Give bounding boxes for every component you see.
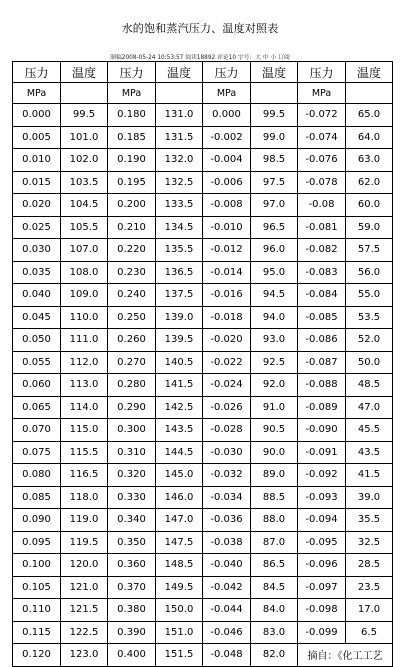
table-cell: 123.0 <box>61 644 108 667</box>
table-cell: 97.0 <box>251 194 298 217</box>
unit-cell: MPa <box>203 83 251 104</box>
table-cell: 104.5 <box>61 194 108 217</box>
table-cell: 86.5 <box>251 554 298 577</box>
table-cell: 0.100 <box>13 554 61 577</box>
table-cell: -0.087 <box>298 351 346 374</box>
table-cell: 0.360 <box>108 554 156 577</box>
table-row <box>13 644 393 667</box>
table-cell: 107.0 <box>61 239 108 262</box>
table-cell: 83.0 <box>251 621 298 644</box>
table-cell: 134.5 <box>156 216 203 239</box>
table-cell: 0.190 <box>108 149 156 172</box>
table-cell: 0.095 <box>13 531 61 554</box>
table-cell: -0.091 <box>298 441 346 464</box>
table-cell: 47.0 <box>346 396 393 419</box>
table-cell: -0.038 <box>203 531 251 554</box>
table-cell: 0.200 <box>108 194 156 217</box>
table-cell: -0.046 <box>203 621 251 644</box>
table-cell: 0.210 <box>108 216 156 239</box>
column-header: 温度 <box>156 62 203 83</box>
table-cell: 108.0 <box>61 261 108 284</box>
table-row <box>13 194 393 217</box>
table-cell: 0.040 <box>13 284 61 307</box>
table-cell: 0.240 <box>108 284 156 307</box>
table-row <box>13 351 393 374</box>
table-cell: 0.075 <box>13 441 61 464</box>
table-row <box>13 509 393 532</box>
table-cell: 94.5 <box>251 284 298 307</box>
unit-cell: MPa <box>108 83 156 104</box>
table-cell: 0.070 <box>13 419 61 442</box>
table-cell: 23.5 <box>346 576 393 599</box>
table-cell: 146.0 <box>156 486 203 509</box>
table-cell: -0.034 <box>203 486 251 509</box>
table-cell: 90.5 <box>251 419 298 442</box>
table-cell: 148.5 <box>156 554 203 577</box>
table-cell: 88.5 <box>251 486 298 509</box>
table-cell: 0.110 <box>13 599 61 622</box>
table-cell: 0.060 <box>13 374 61 397</box>
table-cell: -0.081 <box>298 216 346 239</box>
table-cell: 6.5 <box>346 621 393 644</box>
table-cell: 92.5 <box>251 351 298 374</box>
table-cell: 102.0 <box>61 149 108 172</box>
table-cell: -0.002 <box>203 126 251 149</box>
table-cell: 0.380 <box>108 599 156 622</box>
table-cell: 0.120 <box>13 644 61 667</box>
header-row <box>13 62 393 83</box>
table-cell: -0.078 <box>298 171 346 194</box>
table-cell: -0.048 <box>203 644 251 667</box>
table-cell: 131.5 <box>156 126 203 149</box>
table-cell: 0.030 <box>13 239 61 262</box>
table-cell: -0.028 <box>203 419 251 442</box>
table-cell: -0.092 <box>298 464 346 487</box>
table-cell: 121.5 <box>61 599 108 622</box>
table-row <box>13 216 393 239</box>
table-cell: 57.5 <box>346 239 393 262</box>
table-cell: 105.5 <box>61 216 108 239</box>
table-cell: 0.000 <box>13 104 61 127</box>
column-header: 温度 <box>251 62 298 83</box>
table-cell: 0.260 <box>108 329 156 352</box>
table-row <box>13 464 393 487</box>
table-cell: 60.0 <box>346 194 393 217</box>
table-cell: 56.0 <box>346 261 393 284</box>
source-note: 摘自：《化工工艺 <box>298 644 393 667</box>
table-cell: 0.270 <box>108 351 156 374</box>
table-cell: -0.072 <box>298 104 346 127</box>
table-cell: 110.0 <box>61 306 108 329</box>
table-cell: 131.0 <box>156 104 203 127</box>
table-row <box>13 284 393 307</box>
table-cell: -0.042 <box>203 576 251 599</box>
table-cell: 99.5 <box>61 104 108 127</box>
table-row <box>13 531 393 554</box>
table-cell: 0.340 <box>108 509 156 532</box>
table-cell: 0.400 <box>108 644 156 667</box>
table-cell: 0.050 <box>13 329 61 352</box>
table-cell: 0.185 <box>108 126 156 149</box>
table-cell: -0.084 <box>298 284 346 307</box>
table-cell: 133.5 <box>156 194 203 217</box>
table-cell: 55.0 <box>346 284 393 307</box>
table-cell: -0.08 <box>298 194 346 217</box>
table-cell: 136.5 <box>156 261 203 284</box>
table-cell: -0.024 <box>203 374 251 397</box>
table-cell: 43.5 <box>346 441 393 464</box>
unit-cell <box>156 83 203 104</box>
table-cell: 0.300 <box>108 419 156 442</box>
table-cell: 151.0 <box>156 621 203 644</box>
table-cell: 120.0 <box>61 554 108 577</box>
table-cell: 0.290 <box>108 396 156 419</box>
table-cell: -0.010 <box>203 216 251 239</box>
table-cell: 32.5 <box>346 531 393 554</box>
table-cell: 113.0 <box>61 374 108 397</box>
unit-cell: MPa <box>13 83 61 104</box>
table-cell: 0.310 <box>108 441 156 464</box>
table-cell: 143.5 <box>156 419 203 442</box>
table-cell: 52.0 <box>346 329 393 352</box>
table-cell: 147.5 <box>156 531 203 554</box>
table-row <box>13 441 393 464</box>
table-cell: 0.035 <box>13 261 61 284</box>
unit-cell: MPa <box>298 83 346 104</box>
table-cell: 135.5 <box>156 239 203 262</box>
table-cell: -0.074 <box>298 126 346 149</box>
table-cell: 139.5 <box>156 329 203 352</box>
table-cell: 149.5 <box>156 576 203 599</box>
table-row <box>13 126 393 149</box>
table-cell: -0.040 <box>203 554 251 577</box>
table-cell: -0.030 <box>203 441 251 464</box>
table-cell: 145.0 <box>156 464 203 487</box>
table-cell: -0.004 <box>203 149 251 172</box>
table-cell: 63.0 <box>346 149 393 172</box>
table-cell: -0.014 <box>203 261 251 284</box>
post-meta-line: 制稿2008-05-24 10:53:57 阅读18892 评论10 字号：大 中 小 订阅 <box>110 55 290 61</box>
table-cell: 0.220 <box>108 239 156 262</box>
table-cell: 103.5 <box>61 171 108 194</box>
table-cell: 84.0 <box>251 599 298 622</box>
table-cell: 0.065 <box>13 396 61 419</box>
table-cell: 132.5 <box>156 171 203 194</box>
table-cell: 119.5 <box>61 531 108 554</box>
table-cell: 0.090 <box>13 509 61 532</box>
table-row <box>13 554 393 577</box>
table-row <box>13 374 393 397</box>
table-cell: 17.0 <box>346 599 393 622</box>
table-cell: 0.250 <box>108 306 156 329</box>
table-cell: -0.076 <box>298 149 346 172</box>
table-cell: -0.083 <box>298 261 346 284</box>
table-cell: -0.096 <box>298 554 346 577</box>
table-cell: 90.0 <box>251 441 298 464</box>
table-cell: 48.5 <box>346 374 393 397</box>
table-cell: 98.5 <box>251 149 298 172</box>
table-cell: -0.095 <box>298 531 346 554</box>
column-header: 压力 <box>298 62 346 83</box>
table-cell: 82.0 <box>251 644 298 667</box>
table-cell: 28.5 <box>346 554 393 577</box>
table-cell: 0.010 <box>13 149 61 172</box>
table-cell: 62.0 <box>346 171 393 194</box>
page-title: 水的饱和蒸汽压力、温度对照表 <box>121 22 279 35</box>
table-cell: -0.032 <box>203 464 251 487</box>
table-cell: 88.0 <box>251 509 298 532</box>
table-cell: -0.008 <box>203 194 251 217</box>
table-cell: -0.094 <box>298 509 346 532</box>
table-cell: 35.5 <box>346 509 393 532</box>
table-row <box>13 486 393 509</box>
table-row <box>13 396 393 419</box>
table-cell: -0.097 <box>298 576 346 599</box>
table-cell: 141.5 <box>156 374 203 397</box>
table-cell: 119.0 <box>61 509 108 532</box>
table-cell: -0.088 <box>298 374 346 397</box>
table-cell: 0.085 <box>13 486 61 509</box>
table-cell: 0.005 <box>13 126 61 149</box>
table-row <box>13 261 393 284</box>
table-cell: 121.0 <box>61 576 108 599</box>
table-cell: -0.044 <box>203 599 251 622</box>
table-cell: 139.0 <box>156 306 203 329</box>
table-cell: 41.5 <box>346 464 393 487</box>
table-cell: 50.0 <box>346 351 393 374</box>
column-header: 压力 <box>108 62 156 83</box>
table-cell: 96.5 <box>251 216 298 239</box>
table-cell: 0.350 <box>108 531 156 554</box>
table-cell: 0.015 <box>13 171 61 194</box>
table-cell: 87.0 <box>251 531 298 554</box>
table-cell: 101.0 <box>61 126 108 149</box>
table-cell: 109.0 <box>61 284 108 307</box>
table-cell: 140.5 <box>156 351 203 374</box>
table-cell: 0.020 <box>13 194 61 217</box>
table-cell: 112.0 <box>61 351 108 374</box>
table-row <box>13 149 393 172</box>
table-row <box>13 329 393 352</box>
table-cell: 111.0 <box>61 329 108 352</box>
table-cell: 0.105 <box>13 576 61 599</box>
table-cell: -0.016 <box>203 284 251 307</box>
table-cell: 147.0 <box>156 509 203 532</box>
column-header: 温度 <box>346 62 393 83</box>
table-cell: 59.0 <box>346 216 393 239</box>
table-cell: -0.018 <box>203 306 251 329</box>
table-row <box>13 621 393 644</box>
table-cell: -0.098 <box>298 599 346 622</box>
table-cell: -0.085 <box>298 306 346 329</box>
table-row <box>13 576 393 599</box>
table-cell: 116.5 <box>61 464 108 487</box>
table-cell: -0.089 <box>298 396 346 419</box>
table-cell: 0.390 <box>108 621 156 644</box>
table-cell: -0.036 <box>203 509 251 532</box>
unit-row <box>13 83 393 104</box>
table-cell: 97.5 <box>251 171 298 194</box>
table-cell: 118.0 <box>61 486 108 509</box>
table-cell: -0.093 <box>298 486 346 509</box>
table-cell: 144.5 <box>156 441 203 464</box>
table-cell: 115.5 <box>61 441 108 464</box>
table-row <box>13 171 393 194</box>
table-cell: 0.115 <box>13 621 61 644</box>
table-cell: -0.099 <box>298 621 346 644</box>
table-cell: 96.0 <box>251 239 298 262</box>
unit-cell <box>61 83 108 104</box>
table-cell: 137.5 <box>156 284 203 307</box>
table-cell: 92.0 <box>251 374 298 397</box>
table-cell: 122.5 <box>61 621 108 644</box>
table-cell: 0.000 <box>203 104 251 127</box>
table-cell: 115.0 <box>61 419 108 442</box>
table-cell: 53.5 <box>346 306 393 329</box>
unit-cell <box>346 83 393 104</box>
table-cell: -0.022 <box>203 351 251 374</box>
table-cell: -0.082 <box>298 239 346 262</box>
table-cell: 114.0 <box>61 396 108 419</box>
table-cell: 84.5 <box>251 576 298 599</box>
table-cell: 99.0 <box>251 126 298 149</box>
table-row <box>13 104 393 127</box>
table-cell: 0.370 <box>108 576 156 599</box>
table-row <box>13 419 393 442</box>
table-cell: -0.086 <box>298 329 346 352</box>
table-cell: -0.020 <box>203 329 251 352</box>
table-cell: -0.012 <box>203 239 251 262</box>
table-cell: 93.0 <box>251 329 298 352</box>
table-cell: 0.320 <box>108 464 156 487</box>
table-cell: 0.055 <box>13 351 61 374</box>
table-cell: 151.5 <box>156 644 203 667</box>
table-cell: 99.5 <box>251 104 298 127</box>
table-row <box>13 239 393 262</box>
table-cell: 0.230 <box>108 261 156 284</box>
table-cell: 0.025 <box>13 216 61 239</box>
table-cell: 39.0 <box>346 486 393 509</box>
table-cell: -0.006 <box>203 171 251 194</box>
table-cell: 94.0 <box>251 306 298 329</box>
pressure-temperature-table <box>12 61 393 667</box>
table-cell: 95.0 <box>251 261 298 284</box>
column-header: 压力 <box>203 62 251 83</box>
table-cell: 45.5 <box>346 419 393 442</box>
table-row <box>13 599 393 622</box>
unit-cell <box>251 83 298 104</box>
table-cell: 0.045 <box>13 306 61 329</box>
table-cell: -0.026 <box>203 396 251 419</box>
table-cell: 89.0 <box>251 464 298 487</box>
table-cell: 64.0 <box>346 126 393 149</box>
table-row <box>13 306 393 329</box>
table-cell: 132.0 <box>156 149 203 172</box>
table-cell: 0.180 <box>108 104 156 127</box>
table-cell: 150.0 <box>156 599 203 622</box>
column-header: 压力 <box>13 62 61 83</box>
table-cell: 91.0 <box>251 396 298 419</box>
table-cell: 0.195 <box>108 171 156 194</box>
column-header: 温度 <box>61 62 108 83</box>
table-cell: 65.0 <box>346 104 393 127</box>
table-cell: 0.280 <box>108 374 156 397</box>
table-cell: -0.090 <box>298 419 346 442</box>
table-cell: 0.080 <box>13 464 61 487</box>
table-cell: 142.5 <box>156 396 203 419</box>
table-cell: 0.330 <box>108 486 156 509</box>
